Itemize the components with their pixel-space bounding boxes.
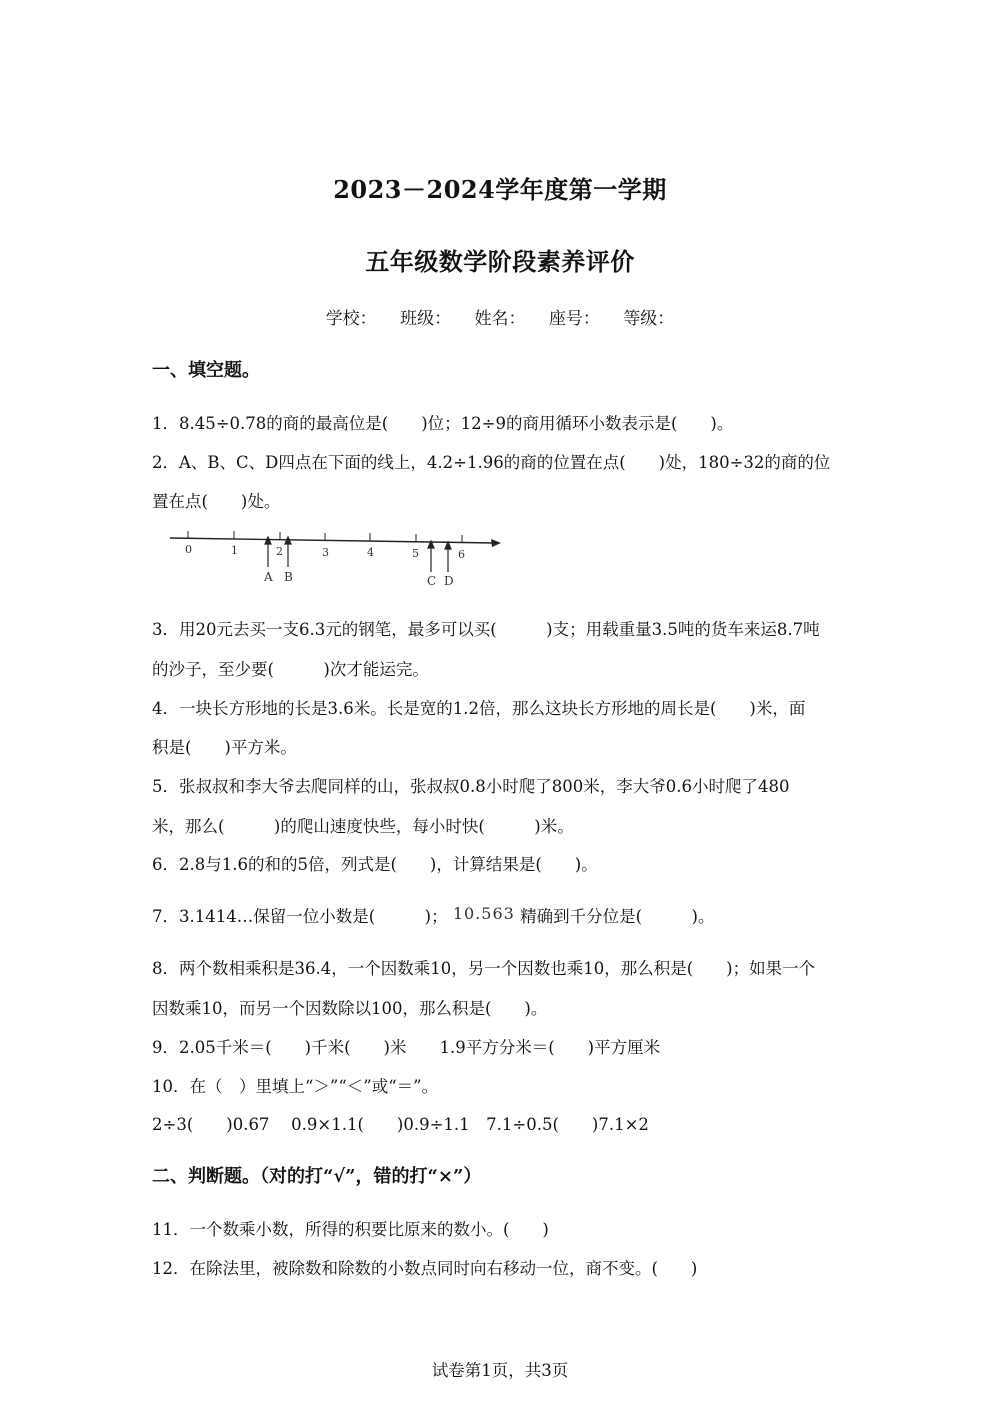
question-10-comparisons: 2÷3( )0.67 0.9×1.1( )0.9÷1.1 7.1÷0.5( )7.1×2 bbox=[152, 1115, 649, 1134]
question-3-line2: 的沙子，至少要( )次才能运完。 bbox=[152, 660, 429, 679]
point-label-c: C bbox=[427, 574, 437, 588]
repeating-decimal-number: 10.563 bbox=[452, 904, 515, 923]
student-info-row bbox=[0, 304, 1000, 329]
question-7-suffix: 精确到千分位是( )。 bbox=[520, 907, 715, 926]
tick-label-2: 2 bbox=[276, 545, 283, 558]
number-line-figure bbox=[165, 520, 510, 590]
question-10: 10．在（ ）里填上“＞”“＜”或“＝”。 bbox=[152, 1077, 439, 1096]
question-12: 12．在除法里，被除数和除数的小数点同时向右移动一位，商不变。( ) bbox=[152, 1259, 698, 1278]
question-7 bbox=[152, 903, 714, 927]
name-field: 姓名： bbox=[474, 309, 526, 329]
question-7-prefix: 7．3.1414…保留一位小数是( )； bbox=[152, 907, 448, 926]
tick-label-6: 6 bbox=[458, 548, 465, 561]
question-3-line1: 3．用20元去买一支6.3元的钢笔，最多可以买( )支；用载重量3.5吨的货车来运8.7吨 bbox=[152, 620, 820, 639]
class-field: 班级： bbox=[400, 309, 452, 329]
question-4-line1: 4．一块长方形地的长是3.6米。长是宽的1.2倍，那么这块长方形地的周长是( )米，面 bbox=[152, 699, 806, 718]
point-label-b: B bbox=[284, 570, 293, 584]
question-2-line1: 2．A、B、C、D四点在下面的线上，4.2÷1.96的商的位置在点( )处，180÷32的商的位 bbox=[152, 453, 831, 472]
number-line-arrowhead bbox=[491, 539, 501, 547]
question-9: 9．2.05千米＝( )千米( )米 1.9平方分米＝( )平方厘米 bbox=[152, 1038, 661, 1057]
question-1: 1．8.45÷0.78的商的最高位是( )位；12÷9的商用循环小数表示是( )。 bbox=[152, 414, 734, 433]
question-4-line2: 积是( )平方米。 bbox=[152, 738, 297, 757]
question-11: 11．一个数乘小数，所得的积要比原来的数小。( ) bbox=[152, 1220, 549, 1239]
page-footer: 试卷第1页，共3页 bbox=[431, 1361, 569, 1380]
point-label-d: D bbox=[444, 574, 454, 588]
section-true-false-heading: 二、判断题。（对的打“√”，错的打“×”） bbox=[152, 1166, 482, 1187]
question-6: 6．2.8与1.6的和的5倍，列式是( )，计算结果是( )。 bbox=[152, 855, 598, 874]
tick-label-5: 5 bbox=[412, 547, 419, 560]
exam-subtitle: 五年级数学阶段素养评价 bbox=[365, 247, 635, 276]
question-8-line2: 因数乘10，而另一个因数除以100，那么积是( )。 bbox=[152, 999, 548, 1018]
section-fill-in-heading: 一、填空题。 bbox=[152, 360, 260, 381]
tick-label-1: 1 bbox=[231, 544, 238, 557]
point-d-arrowhead bbox=[445, 542, 451, 549]
number-line-axis bbox=[170, 538, 495, 543]
question-8-line1: 8．两个数相乘积是36.4，一个因数乘10，另一个因数也乘10，那么积是( )；如果一个 bbox=[152, 959, 816, 978]
tick-label-4: 4 bbox=[367, 546, 374, 559]
exam-title: 2023－2024学年度第一学期 bbox=[333, 175, 667, 204]
tick-label-3: 3 bbox=[322, 546, 329, 559]
tick-label-0: 0 bbox=[185, 543, 192, 556]
question-2-line2: 置在点( )处。 bbox=[152, 492, 281, 511]
seat-field: 座号： bbox=[548, 309, 600, 329]
question-5-line1: 5．张叔叔和李大爷去爬同样的山，张叔叔0.8小时爬了800米，李大爷0.6小时爬了480 bbox=[152, 777, 790, 796]
point-a-arrowhead bbox=[265, 537, 271, 544]
grade-field: 等级： bbox=[623, 309, 675, 329]
point-label-a: A bbox=[264, 570, 273, 584]
school-field: 学校： bbox=[325, 309, 377, 329]
point-b-arrowhead bbox=[285, 537, 291, 544]
question-5-line2: 米，那么( )的爬山速度快些，每小时快( )米。 bbox=[152, 817, 574, 836]
